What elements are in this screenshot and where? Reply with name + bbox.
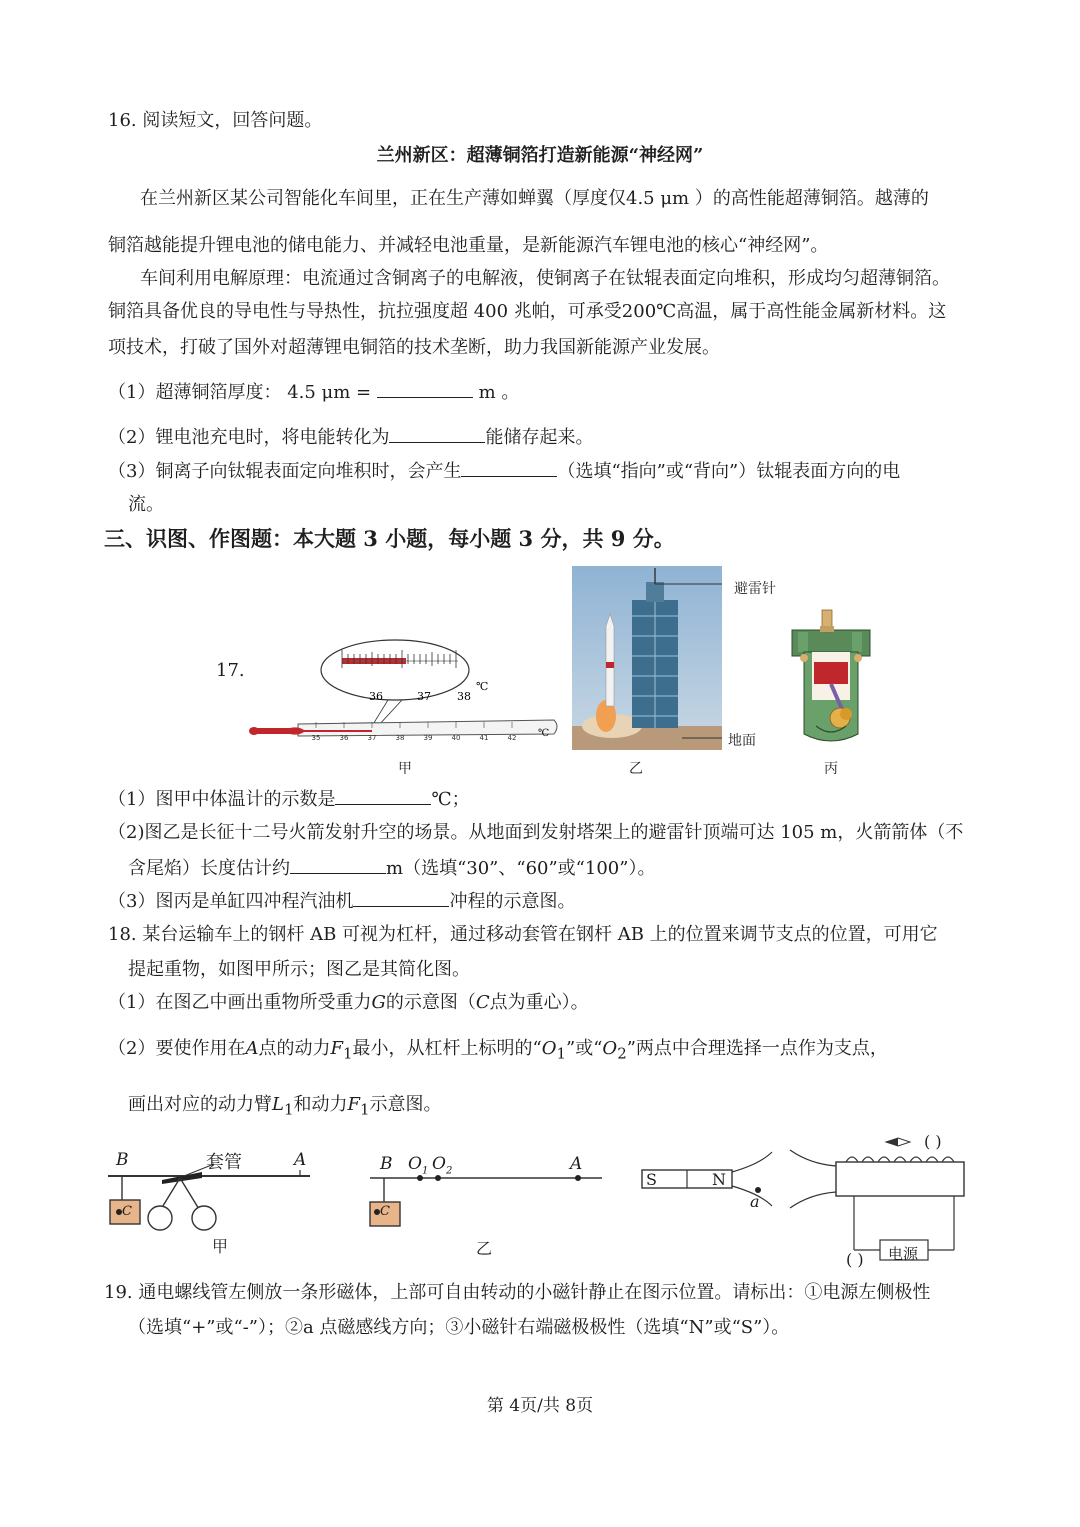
zoom-tick-38: 38: [457, 690, 471, 703]
symbol-a: A: [245, 1038, 259, 1059]
symbol-g: G: [371, 992, 386, 1013]
label-lightning-rod: 避雷针: [734, 581, 776, 597]
q18-sub2-text-6: 画出对应的动力臂: [128, 1094, 272, 1115]
fig-a-label-c: [116, 1204, 132, 1219]
scale-tick: 38: [395, 734, 405, 742]
fig-a-caption: 甲: [212, 1237, 229, 1256]
rocket-launch-image: [572, 566, 722, 750]
solenoid-figure: [640, 1134, 972, 1274]
q17-sub3-text: （3）图丙是单缸四冲程汽油机: [108, 891, 354, 912]
scale-tick: 42: [507, 734, 517, 742]
q16-sub3-text: （3）铜离子向钛辊表面定向堆积时，会产生: [108, 461, 462, 482]
q18-sub2-cont: [128, 1092, 442, 1123]
answer-blank[interactable]: [290, 855, 386, 874]
symbol-f1: F: [347, 1094, 360, 1115]
q16-sub2: [108, 424, 593, 451]
q17-sub2b-text: 含尾焰）长度估计约: [128, 858, 290, 879]
fig-b-label-a: A: [570, 1154, 583, 1174]
page-footer: 第 4页/共 8页: [486, 1396, 594, 1416]
scale-tick: 41: [479, 734, 489, 742]
q16-sub3-cont: 流。: [128, 494, 164, 515]
q18-sub2: [108, 1036, 888, 1067]
scale-tick: 35: [311, 734, 321, 742]
fig-a-label-b: B: [116, 1150, 129, 1170]
q16-intro: 16. 阅读短文，回答问题。: [108, 110, 323, 131]
zoom-unit: ℃: [476, 680, 489, 693]
subscript: 1: [556, 1044, 567, 1063]
q18-sub2-text-4: ”或“: [566, 1038, 603, 1059]
fig-a-label-a: A: [294, 1150, 307, 1170]
subscript: 1: [342, 1044, 353, 1063]
q16-sub2-text-end: 能储存起来。: [485, 427, 594, 448]
symbol-l1: L: [272, 1094, 284, 1115]
answer-blank[interactable]: [353, 888, 449, 907]
fig-caption-c: 丙: [824, 761, 838, 777]
answer-blank[interactable]: [335, 786, 431, 805]
q18-line1: 18. 某台运输车上的钢杆 AB 可视为杠杆，通过移动套管在钢杆 AB 上的位置来调节支点的位置，可用它: [108, 924, 938, 945]
fig-b-label-o2: [432, 1154, 452, 1176]
fig-b-caption: 乙: [476, 1239, 493, 1258]
point-a-label: a: [750, 1192, 760, 1211]
fig-a-label-tube: 套管: [206, 1152, 242, 1173]
section-heading: 三、识图、作图题：本大题 3 小题，每小题 3 分，共 9 分。: [104, 526, 675, 551]
symbol-o1: O: [541, 1038, 557, 1059]
q18-sub2-text-7: 和动力: [293, 1094, 348, 1115]
q19-line1: 19. 通电螺线管左侧放一条形磁体，上部可自由转动的小磁针静止在图示位置。请标出：①电源左侧极性: [104, 1282, 931, 1303]
q18-sub2-text-5: ”两点中合理选择一点作为支点，: [626, 1038, 888, 1059]
subscript: 1: [283, 1100, 294, 1119]
answer-blank[interactable]: [377, 379, 473, 398]
q16-sub1-text: （1）超薄铜箔厚度：: [108, 382, 282, 403]
q16-sub2-text: （2）锂电池充电时，将电能转化为: [108, 427, 390, 448]
q17-sub3: [108, 888, 575, 915]
power-answer-bracket[interactable]: ( ): [846, 1250, 864, 1269]
q16-p1b: 铜箔越能提升锂电池的储电能力、并减轻电池重量，是新能源汽车锂电池的核心“神经网”。: [108, 235, 829, 256]
q17-sub3-text-end: 冲程的示意图。: [449, 891, 576, 912]
q17-sub2b: [128, 855, 655, 882]
subscript: 2: [617, 1044, 627, 1063]
compass-answer-bracket[interactable]: ( ): [924, 1132, 942, 1151]
answer-blank[interactable]: [389, 424, 485, 443]
q18-line2: 提起重物，如图甲所示；图乙是其简化图。: [128, 959, 470, 980]
fig-b-label-c: [374, 1204, 390, 1219]
scale-unit: ℃: [538, 728, 550, 739]
zoom-tick-37: 37: [417, 690, 431, 703]
power-source-label: 电源: [888, 1245, 919, 1263]
center-of-gravity-label: C: [380, 1204, 390, 1219]
q17-sub1: [108, 786, 470, 813]
q17-number: 17.: [216, 660, 245, 681]
answer-blank[interactable]: [461, 458, 557, 477]
scale-tick: 36: [339, 734, 349, 742]
q18-sub1-text-2: 的示意图（: [385, 992, 476, 1013]
center-of-gravity-label: C: [122, 1204, 132, 1219]
magnet-label-n: N: [712, 1170, 726, 1189]
q16-sub1: [108, 379, 519, 406]
o2-letter: O: [432, 1154, 446, 1174]
q17-sub1-text: （1）图甲中体温计的示数是: [108, 789, 336, 810]
q18-sub2-text-3: 最小，从杠杆上标明的“: [352, 1038, 542, 1059]
fig-caption-a: 甲: [398, 761, 412, 777]
magnet-label-s: S: [646, 1170, 657, 1189]
o2-sub: 2: [445, 1165, 453, 1177]
q16-sub1-expr: 4.5 μm =: [287, 382, 372, 403]
scale-tick: 39: [423, 734, 433, 742]
q19-line2: （选填“+”或“-”）；②a 点磁感线方向；③小磁针右端磁极极性（选填“N”或“S”）。: [128, 1317, 790, 1338]
o1-sub: 1: [421, 1165, 429, 1177]
q16-p2a: 车间利用电解原理：电流通过含铜离子的电解液，使铜离子在钛辊表面定向堆积，形成均匀超薄铜箔。: [140, 268, 950, 289]
q16-p2c: 项技术，打破了国外对超薄锂电铜箔的技术垄断，助力我国新能源产业发展。: [108, 337, 720, 358]
q16-p2b: 铜箔具备优良的导电性与导热性，抗拉强度超 400 兆帕，可承受200℃高温，属于高性能金属新材料。这: [108, 301, 947, 322]
q16-sub3-text-end: （选填“指向”或“背向”）钛辊表面方向的电: [557, 461, 901, 482]
o1-letter: O: [408, 1154, 422, 1174]
q16-title: 兰州新区：超薄铜箔打造新能源“神经网”: [376, 145, 704, 166]
q18-sub2-text-2: 点的动力: [258, 1038, 331, 1059]
fig-b-label-o1: [408, 1154, 428, 1176]
q18-sub1-text-3: 点为重心）。: [489, 992, 589, 1013]
label-ground: 地面: [728, 733, 756, 749]
scale-tick: 37: [367, 734, 377, 742]
q17-sub1-unit: ℃；: [431, 789, 470, 810]
q16-sub3: [108, 458, 900, 485]
q16-sub1-unit: m 。: [478, 382, 520, 403]
lever-figure-b: [366, 1166, 606, 1236]
engine-diagram: [786, 606, 876, 752]
thermometer-figure: [248, 636, 560, 748]
q18-sub2-text-8: 示意图。: [369, 1094, 442, 1115]
fig-b-label-b: B: [380, 1154, 393, 1174]
symbol-f1: F: [330, 1038, 343, 1059]
subscript: 1: [360, 1100, 370, 1119]
q18-sub1: [108, 990, 589, 1016]
symbol-c: C: [475, 992, 490, 1013]
fig-caption-b: 乙: [629, 761, 643, 777]
scale-tick: 40: [451, 734, 461, 742]
q18-sub1-text: （1）在图乙中画出重物所受重力: [108, 992, 372, 1013]
zoom-tick-36: 36: [369, 690, 383, 703]
q16-p1a: 在兰州新区某公司智能化车间里，正在生产薄如蝉翼（厚度仅4.5 μm ）的高性能超薄铜箔。越薄的: [140, 188, 929, 209]
q18-sub2-text: （2）要使作用在: [108, 1038, 246, 1059]
q17-sub2a: （2)图乙是长征十二号火箭发射升空的场景。从地面到发射塔架上的避雷针顶端可达 105 m，火箭箭体（不: [108, 822, 964, 843]
symbol-o2: O: [602, 1038, 618, 1059]
q17-sub2b-text-end: m（选填“30”、“60”或“100”）。: [386, 858, 656, 879]
